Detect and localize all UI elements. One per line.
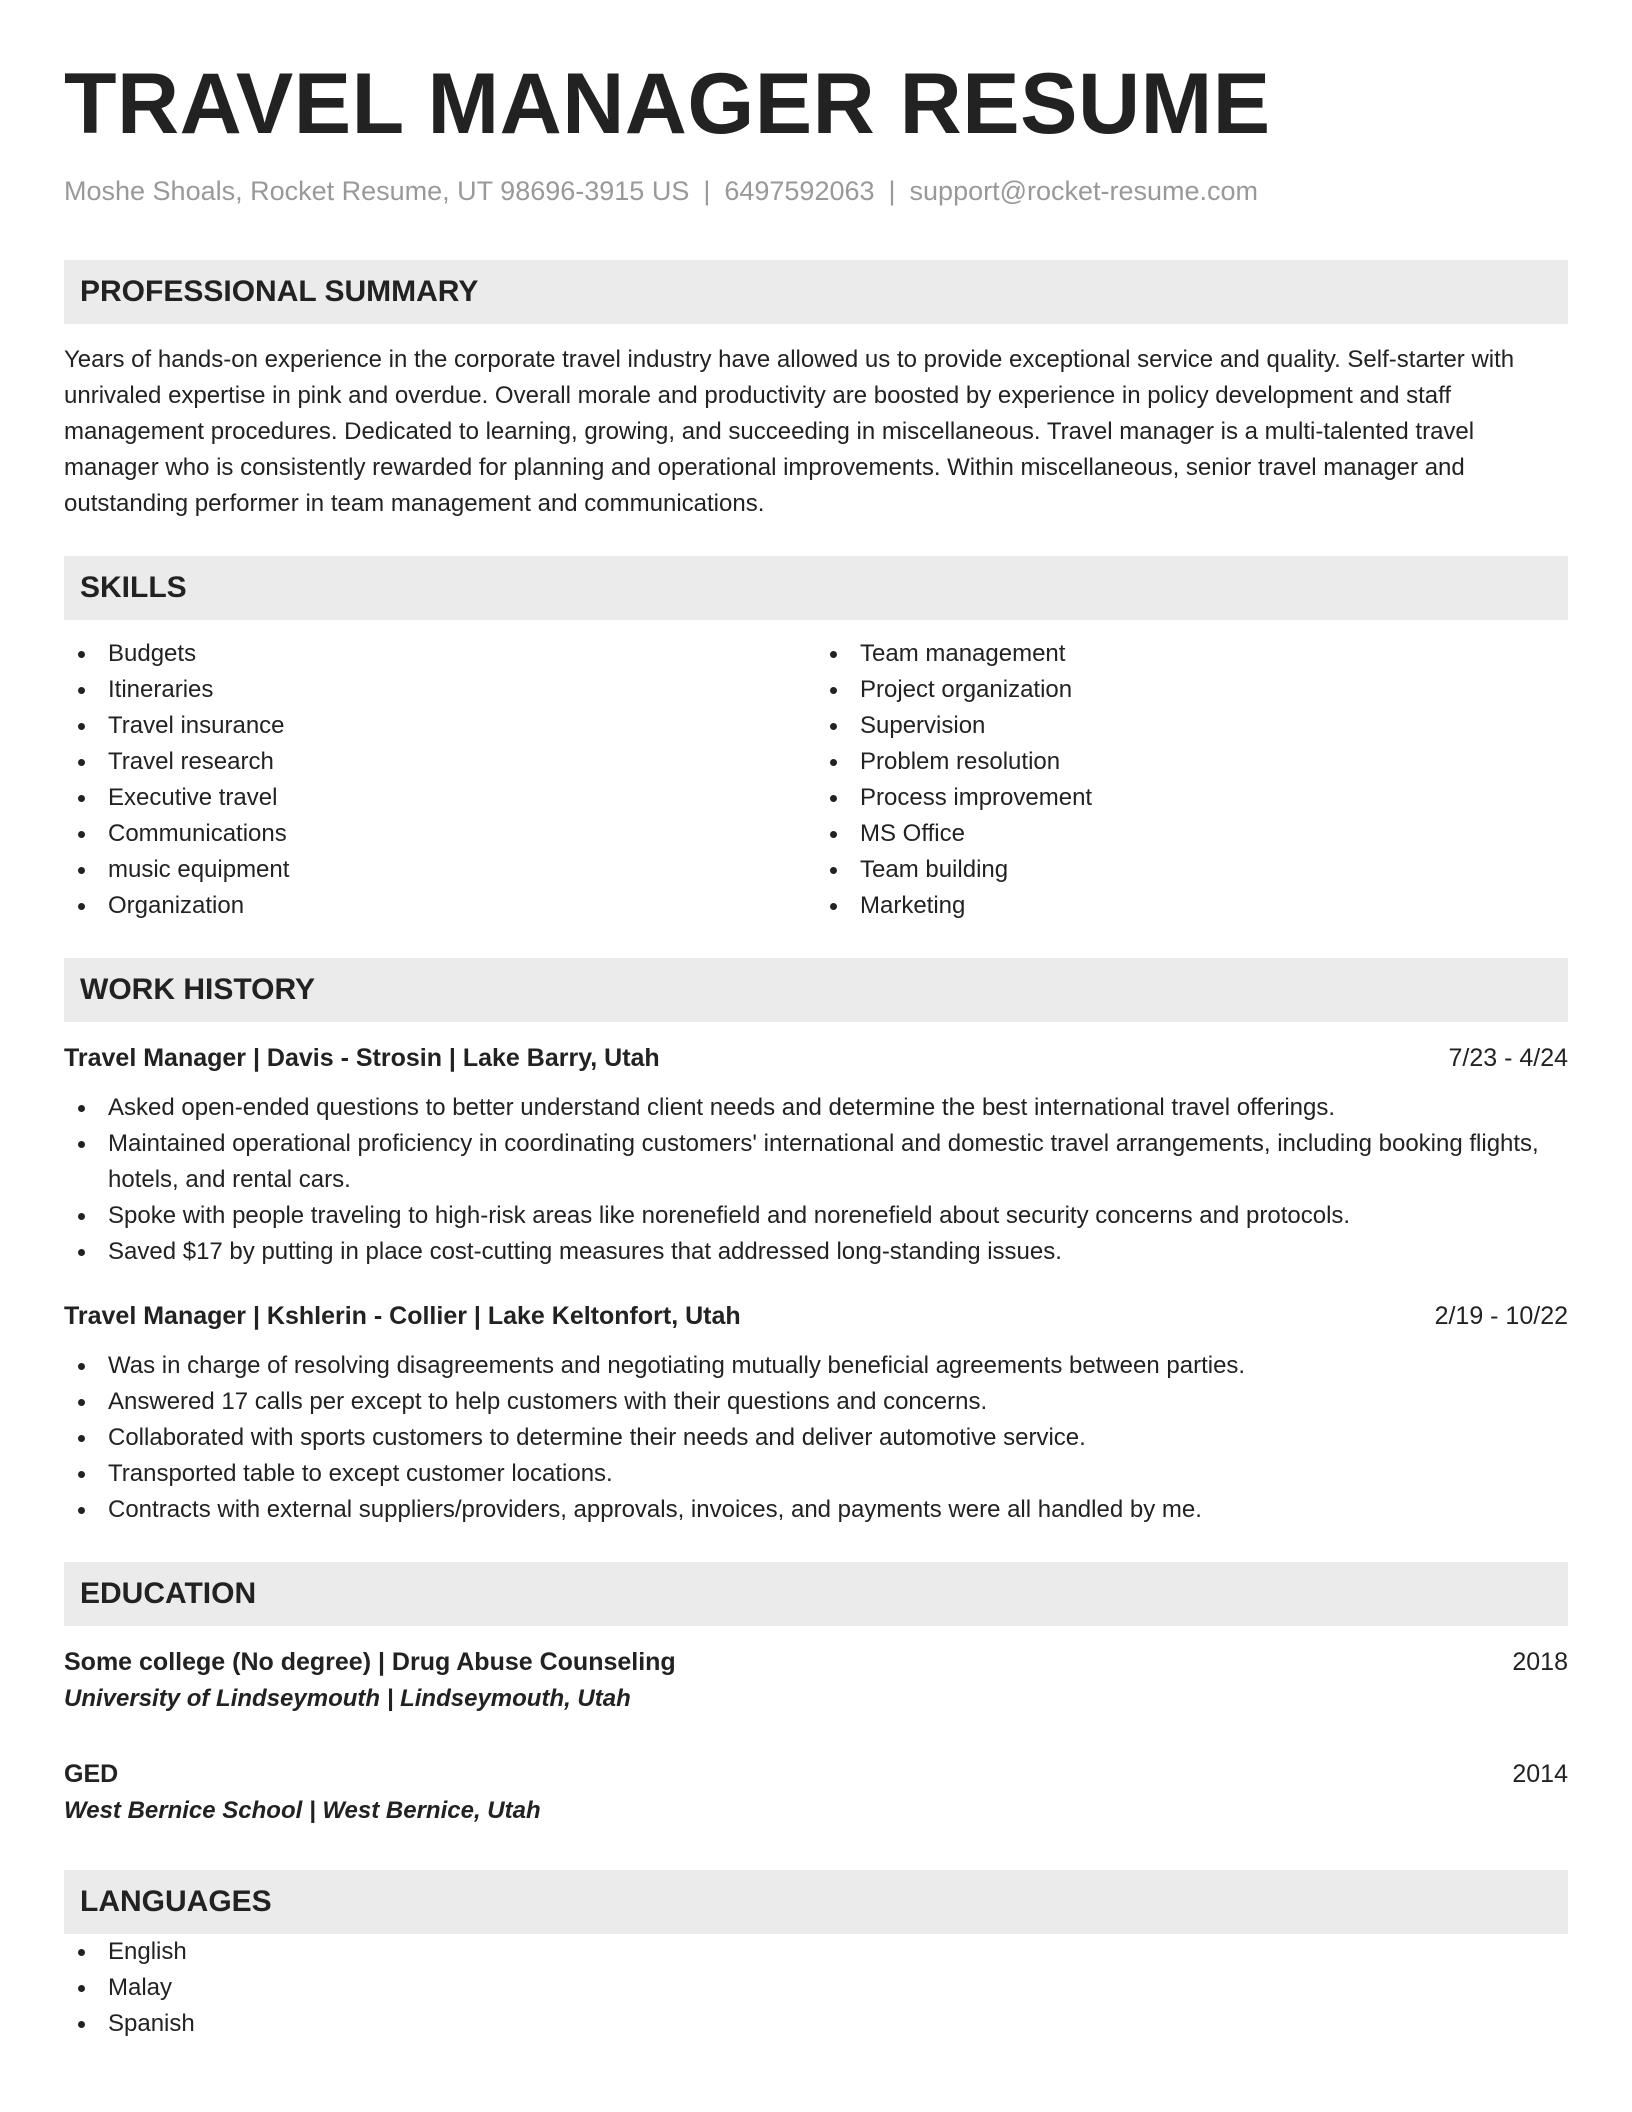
skill-item: Communications — [64, 816, 816, 852]
skill-item: Supervision — [816, 708, 1568, 744]
skills-column-left — [64, 636, 816, 924]
job-bullets — [64, 1348, 1568, 1528]
skill-item: Organization — [64, 888, 816, 924]
job-bullet: Maintained operational proficiency in coordinating customers' international and domestic travel arrangements, including booking flights, hotels, and rental cars. — [64, 1126, 1568, 1198]
contact-phone: 6497592063 — [724, 176, 875, 206]
skill-item: MS Office — [816, 816, 1568, 852]
skills-list-left — [64, 636, 816, 924]
languages-list — [64, 1934, 1568, 2042]
job-header — [64, 1298, 1568, 1334]
skill-item: Process improvement — [816, 780, 1568, 816]
summary-text: Years of hands-on experience in the corporate travel industry have allowed us to provide exceptional service and quality. Self-starter with unrivaled expertise in pink and overdue. Overall morale and productivity are boosted by experience in policy development and staff management procedures. Dedicated to learning, growing, and succeeding in miscellaneous. Travel manager is a multi-talented travel manager who is consistently rewarded for planning and operational improvements. Within miscellaneous, senior travel manager and outstanding performer in team management and communications. — [64, 346, 1515, 517]
skill-item: Travel insurance — [64, 708, 816, 744]
skill-item: Project organization — [816, 672, 1568, 708]
education-year: 2014 — [1512, 1760, 1568, 1788]
skill-item: Itineraries — [64, 672, 816, 708]
contact-separator: | — [888, 176, 896, 206]
skill-item: Team management — [816, 636, 1568, 672]
education-school: West Bernice School | West Bernice, Utah — [64, 1797, 541, 1824]
job-bullet: Answered 17 calls per except to help customers with their questions and concerns. — [64, 1384, 1568, 1420]
education-entry — [64, 1756, 1568, 1830]
job-bullet: Spoke with people traveling to high-risk areas like norenefield and norenefield about security concerns and protocols. — [64, 1198, 1568, 1234]
skills-list-right — [816, 636, 1568, 924]
languages-heading: LANGUAGES — [64, 1870, 1568, 1934]
job-entry — [64, 1298, 1568, 1528]
work-history-heading: WORK HISTORY — [64, 958, 1568, 1022]
skill-item: Problem resolution — [816, 744, 1568, 780]
contact-line — [64, 174, 1568, 208]
skill-item: Travel research — [64, 744, 816, 780]
job-entry — [64, 1040, 1568, 1270]
education-heading: EDUCATION — [64, 1562, 1568, 1626]
job-bullet: Collaborated with sports customers to determine their needs and deliver automotive service. — [64, 1420, 1568, 1456]
job-dates: 7/23 - 4/24 — [1448, 1044, 1568, 1072]
contact-address: Moshe Shoals, Rocket Resume, UT 98696-3915 US — [64, 176, 690, 206]
resume-title: TRAVEL MANAGER RESUME — [64, 56, 1271, 152]
summary-heading: PROFESSIONAL SUMMARY — [64, 260, 1568, 324]
contact-email: support@rocket-resume.com — [909, 176, 1259, 206]
language-item: Malay — [64, 1970, 1568, 2006]
education-entry — [64, 1644, 1568, 1718]
job-dates: 2/19 - 10/22 — [1434, 1302, 1568, 1330]
job-bullet: Transported table to except customer locations. — [64, 1456, 1568, 1492]
education-header — [64, 1756, 1568, 1792]
job-bullet: Asked open-ended questions to better understand client needs and determine the best international travel offerings. — [64, 1090, 1568, 1126]
education-year: 2018 — [1512, 1648, 1568, 1676]
language-item: English — [64, 1934, 1568, 1970]
skill-item: music equipment — [64, 852, 816, 888]
job-bullets — [64, 1090, 1568, 1270]
skill-item: Marketing — [816, 888, 1568, 924]
skill-item: Team building — [816, 852, 1568, 888]
job-header — [64, 1040, 1568, 1076]
skills-column-right — [816, 636, 1568, 924]
job-title: Travel Manager | Davis - Strosin | Lake Barry, Utah — [64, 1044, 660, 1072]
job-bullet: Was in charge of resolving disagreements and negotiating mutually beneficial agreements between parties. — [64, 1348, 1568, 1384]
contact-separator: | — [703, 176, 711, 206]
job-title: Travel Manager | Kshlerin - Collier | Lake Keltonfort, Utah — [64, 1302, 741, 1330]
skill-item: Budgets — [64, 636, 816, 672]
skill-item: Executive travel — [64, 780, 816, 816]
skills-heading: SKILLS — [64, 556, 1568, 620]
job-bullet: Saved $17 by putting in place cost-cutting measures that addressed long-standing issues. — [64, 1234, 1568, 1270]
education-school: University of Lindseymouth | Lindseymouth, Utah — [64, 1685, 631, 1712]
language-item: Spanish — [64, 2006, 1568, 2042]
education-degree: GED — [64, 1760, 119, 1788]
education-degree: Some college (No degree) | Drug Abuse Counseling — [64, 1648, 676, 1676]
skills-grid — [64, 636, 1568, 924]
job-bullet: Contracts with external suppliers/providers, approvals, invoices, and payments were all handled by me. — [64, 1492, 1568, 1528]
education-header — [64, 1644, 1568, 1680]
